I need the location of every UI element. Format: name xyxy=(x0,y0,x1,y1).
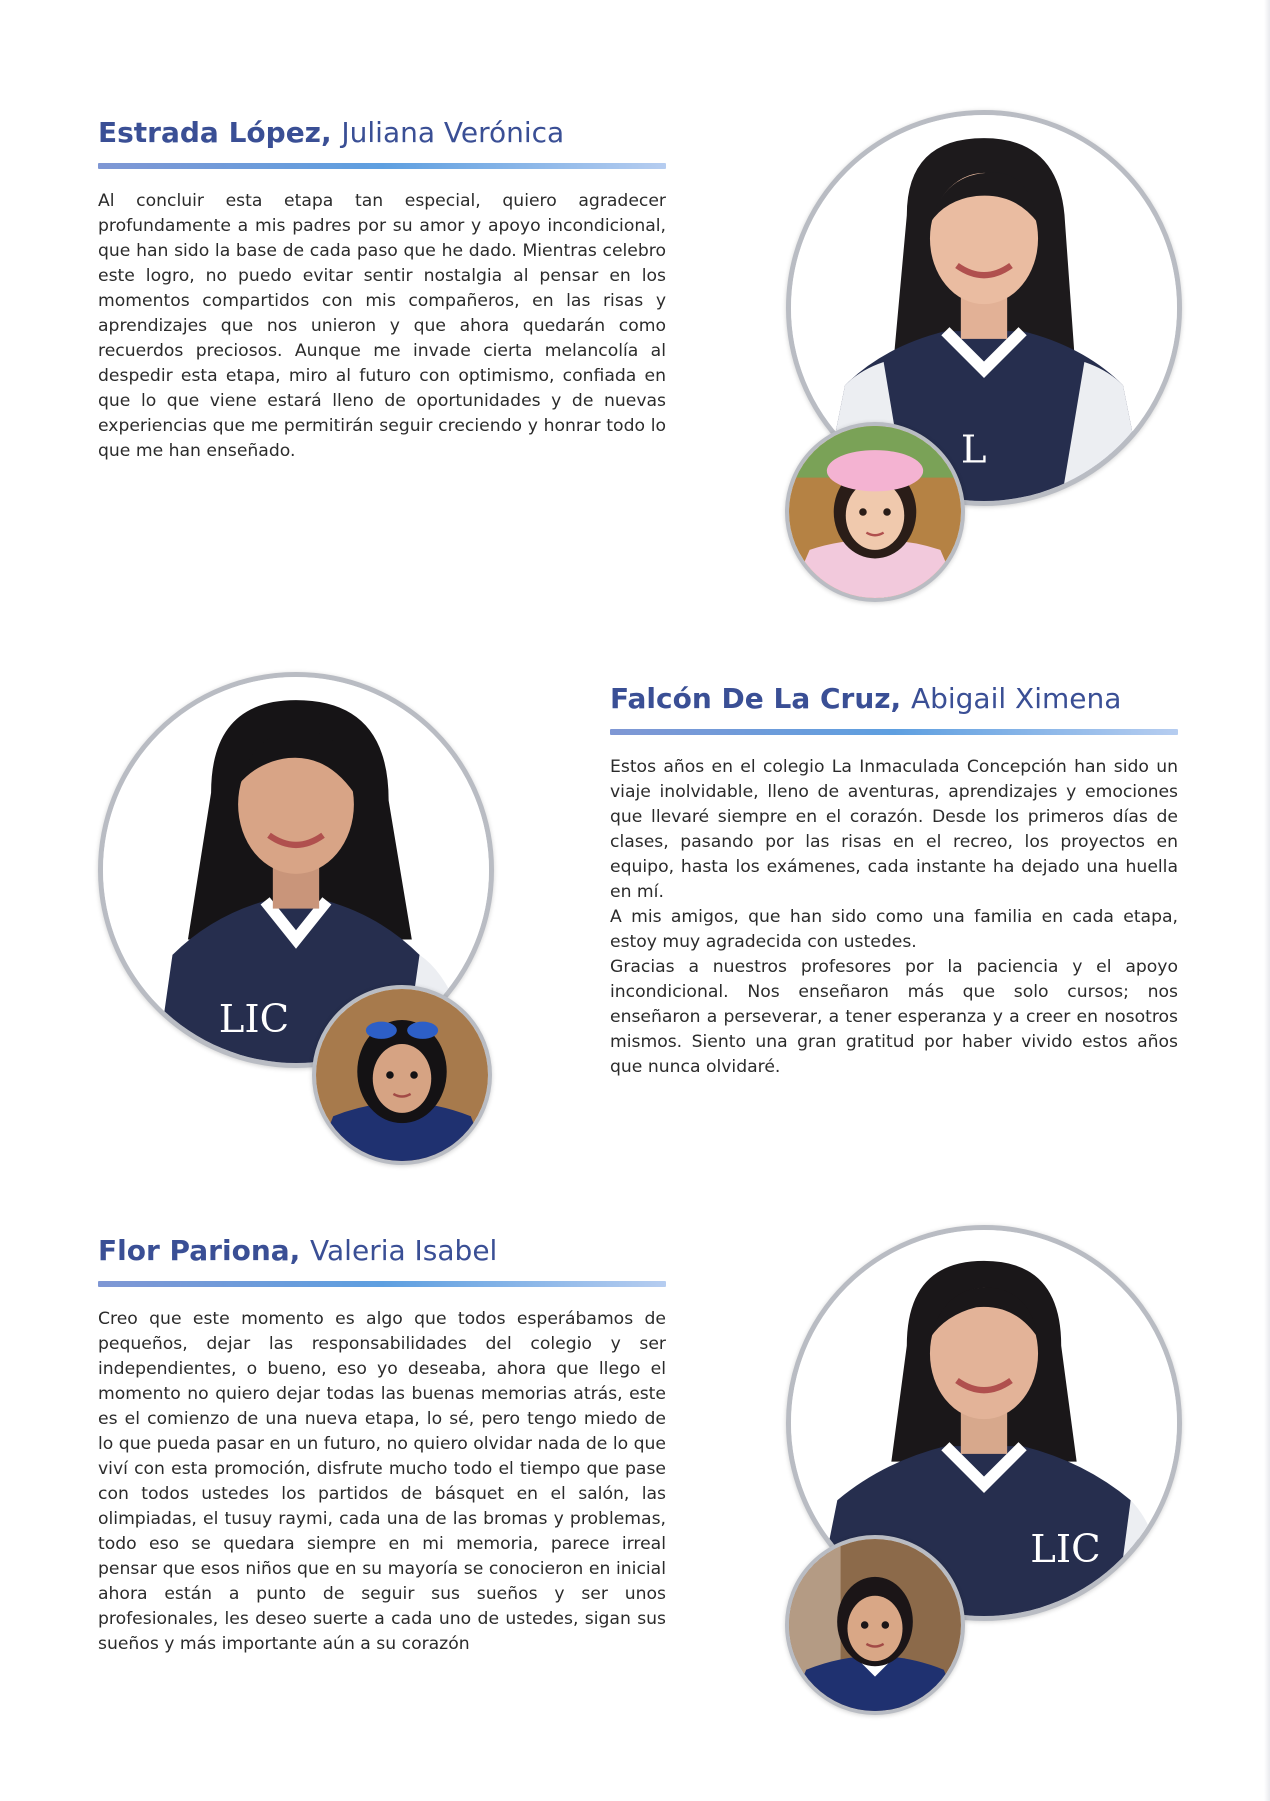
surname: Estrada López, xyxy=(98,116,332,149)
profile-flor-pariona xyxy=(98,1233,666,1657)
message-paragraph: Estos años en el colegio La Inmaculada Concepción han sido un viaje inolvidable, lleno de aventuras, aprendizajes y emociones que llevaré siempre en el corazón. Desde los primeros días de clases, pasando por las risas en el recreo, los proyectos en equipo, hasta los exámenes, cada instante ha dejado una huella en mí. xyxy=(610,757,1178,902)
message-paragraph: A mis amigos, que han sido como una familia en cada etapa, estoy muy agradecida con ustedes. xyxy=(610,907,1178,952)
profile-name xyxy=(98,115,666,151)
profile-message xyxy=(610,755,1178,1080)
profile-falcon-de-la-cruz xyxy=(610,681,1178,1080)
profile-name xyxy=(610,681,1178,717)
surname: Flor Pariona, xyxy=(98,1234,301,1267)
profile-message xyxy=(98,1307,666,1657)
given-name: Valeria Isabel xyxy=(310,1234,498,1267)
message-paragraph: Gracias a nuestros profesores por la paciencia y el apoyo incondicional. Nos enseñaron más que solo cursos; nos enseñaron a perseverar, a tener esperanza y a creer en nosotros mismos. Siento una gran gratitud por haber vivido estos años que nunca olvidaré. xyxy=(610,957,1178,1077)
childhood-photo xyxy=(785,1535,965,1715)
profile-message xyxy=(98,189,666,464)
name-underline xyxy=(98,1281,666,1287)
surname: Falcón De La Cruz, xyxy=(610,682,902,715)
profile-name xyxy=(98,1233,666,1269)
page-edge-shadow xyxy=(1264,0,1270,1801)
message-paragraph: Al concluir esta etapa tan especial, quiero agradecer profundamente a mis padres por su amor y apoyo incondicional, que han sido la base de cada paso que he dado. Mientras celebro este logro, no puedo evitar sentir nostalgia al pensar en los momentos compartidos con mis compañeros, en las risas y aprendizajes que nos unieron y que ahora quedarán como recuerdos preciosos. Aunque me invade cierta melancolía al despedir esta etapa, miro al futuro con optimismo, confiada en que lo que viene estará lleno de oportunidades y de nuevas experiencias que me permitirán seguir creciendo y honrar todo lo que me han enseñado. xyxy=(98,191,666,461)
given-name: Juliana Verónica xyxy=(341,116,565,149)
svg-text:LIC: LIC xyxy=(1030,1526,1101,1572)
svg-text:LIC: LIC xyxy=(218,997,290,1043)
childhood-photo xyxy=(312,985,492,1165)
profile-estrada-lopez xyxy=(98,115,666,464)
given-name: Abigail Ximena xyxy=(910,682,1122,715)
svg-text:L: L xyxy=(960,427,987,473)
childhood-photo xyxy=(785,422,965,602)
name-underline xyxy=(98,163,666,169)
name-underline xyxy=(610,729,1178,735)
message-paragraph: Creo que este momento es algo que todos esperábamos de pequeños, dejar las responsabilidades del colegio y ser independientes, o bueno, eso yo deseaba, ahora que llego el momento no quiero dejar todas las buenas memorias atrás, este es el comienzo de una nueva etapa, lo sé, pero tengo miedo de lo que pueda pasar en un futuro, no quiero olvidar nada de lo que viví con esta promoción, disfrute mucho todo el tiempo que pase con todos ustedes los partidos de básquet en el salón, las olimpiadas, el tusuy raymi, cada una de las bromas y problemas, todo eso se quedara siempre en mi memoria, parece irreal pensar que esos niños que en su mayoría se conocieron en inicial ahora están a punto de seguir sus sueños y ser unos profesionales, les deseo suerte a cada uno de ustedes, sigan sus sueños y más importante aún a su corazón xyxy=(98,1309,666,1654)
